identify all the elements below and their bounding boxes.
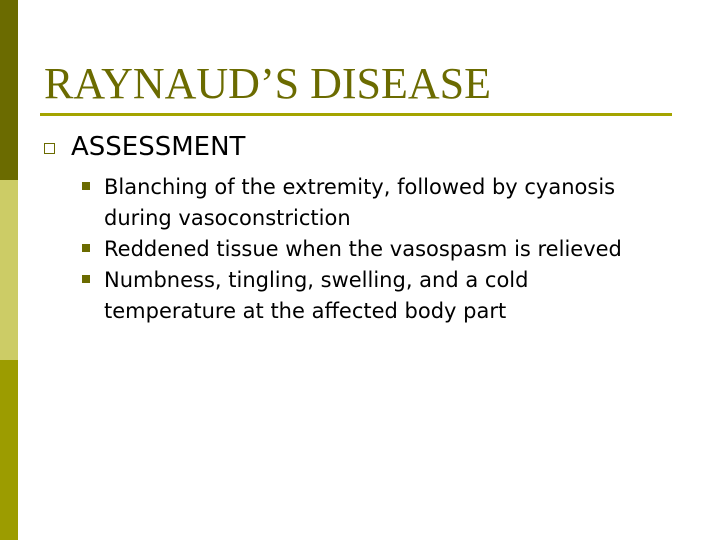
- heading-text: ASSESSMENT: [71, 132, 246, 162]
- square-bullet-icon: [82, 275, 90, 283]
- left-accent-bar-middle: [0, 180, 18, 360]
- list-item-text: Numbness, tingling, swelling, and a cold temperature at the affected body part: [104, 268, 529, 323]
- assessment-heading: [44, 130, 245, 164]
- square-outline-bullet-icon: [44, 143, 55, 154]
- left-accent-bar-top: [0, 0, 18, 180]
- list-item-text: Reddened tissue when the vasospasm is relieved: [104, 237, 622, 261]
- square-bullet-icon: [82, 244, 90, 252]
- bullet-list: [82, 172, 642, 327]
- list-item: [82, 265, 642, 327]
- list-item: [82, 234, 642, 265]
- square-bullet-icon: [82, 182, 90, 190]
- list-item: [82, 172, 642, 234]
- slide-title: RAYNAUD’S DISEASE: [44, 59, 491, 108]
- left-accent-bar-bottom: [0, 360, 18, 540]
- list-item-text: Blanching of the extremity, followed by cyanosis during vasoconstriction: [104, 175, 616, 230]
- title-underline: [40, 113, 672, 116]
